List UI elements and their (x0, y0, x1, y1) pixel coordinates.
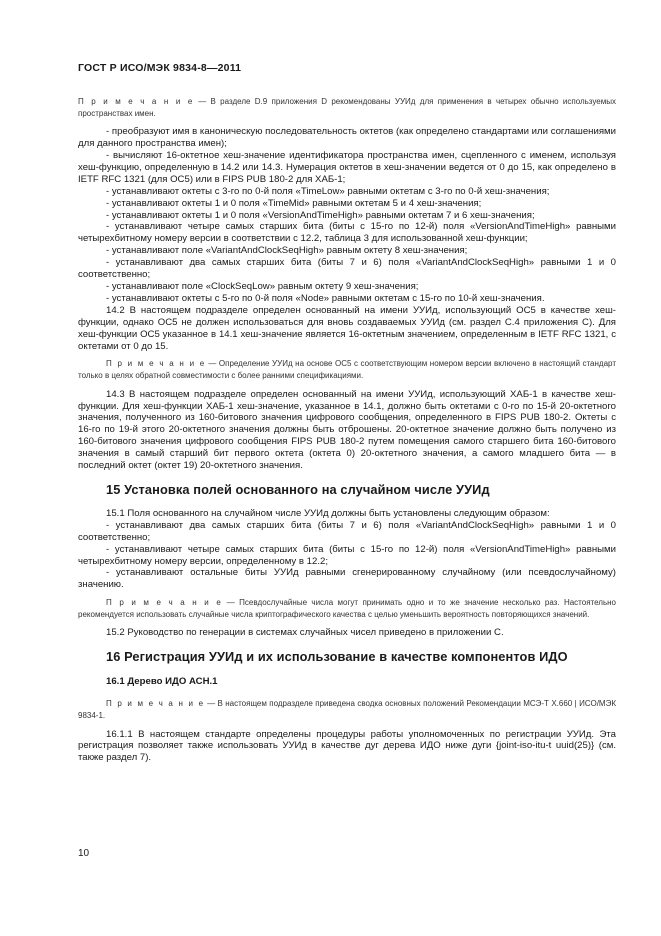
subsection-16-1-heading: 16.1 Дерево ИДО АСН.1 (106, 676, 218, 688)
text-block-2 (78, 389, 616, 472)
paragraph: - устанавливают октеты с 3-го по 0-й поля «TimeLow» равными октетам с 3-го по 0-й хеш-значения; (106, 185, 550, 197)
paragraph: - вычисляют 16-октетное хеш-значение идентификатора пространства имен, сцепленного с именем, используя хеш-функцию, определенную в 14.2 или 14.3. Нумерация октетов в хеш-значении ведется от 0 до 15, как определено в IETF RFC 1321 (для ОС5) или в FIPS PUB 180-2 для ХАБ-1; (78, 150, 616, 185)
paragraph: - устанавливают остальные биты УУИд равными сгенерированному случайному (или псевдослучайному) значению. (78, 567, 616, 591)
page-number: 10 (78, 848, 90, 859)
note-label: П р и м е ч а н и е (78, 97, 194, 106)
text-block-5 (78, 729, 616, 765)
note-label: П р и м е ч а н и е (106, 699, 205, 709)
paragraph: 14.2 В настоящем подразделе определен основанный на имени УУИд, использующий ОС5 в качестве хеш-функции, однако ОС5 не должен использоваться для вновь создаваемых УУИд (см. раздел С.4 приложения С). Для хеш-функции ОС5 указанное в 14.1 хеш-значение является 16-октетным значением, определенным в IETF RFC 1321, с октетами от 0 до 15. (78, 304, 616, 352)
note-label: П р и м е ч а н и е (106, 359, 206, 369)
note-text: — Определение УУИд на основе ОС5 с соответствующим номером версии включено в настоящий стандарт только в целях обратной совместимости с более ранними спецификациями. (78, 359, 616, 380)
paragraph: - устанавливают поле «ClockSeqLow» равным октету 9 хеш-значения; (106, 280, 419, 292)
text-block-4 (78, 627, 616, 639)
paragraph: 15.2 Руководство по генерации в системах случайных чисел приведено в приложении С. (106, 627, 504, 639)
note-1 (78, 96, 616, 119)
note-text: — Псевдослучайные числа могут принимать одно и то же значение несколько раз. Настоятельно рекомендуется использовать случайные числа криптографического качества с целью уменьшить вероятность повторяющихся значений. (78, 598, 616, 619)
section-16-heading: 16 Регистрация УУИд и их использование в качестве компонентов ИДО (106, 649, 568, 665)
paragraph: - устанавливают четыре самых старших бита (биты с 15-го по 12-й) поля «VersionAndTimeHigh» равными четырехбитному номеру версии, определенному в 12.2; (78, 543, 616, 567)
document-header: ГОСТ Р ИСО/МЭК 9834-8—2011 (78, 62, 242, 74)
paragraph: - устанавливают октеты 1 и 0 поля «TimeMid» равными октетам 5 и 4 хеш-значения; (106, 197, 482, 209)
note-text: — В разделе D.9 приложения D рекомендованы УУИд для применения в четырех обычно используемых пространствах имен. (78, 97, 616, 118)
paragraph: - преобразуют имя в каноническую последовательность октетов (как определено стандартами или соглашениями для данного пространства имен); (78, 126, 616, 150)
text-block-3 (78, 508, 616, 591)
paragraph: - устанавливают два самых старших бита (биты 7 и 6) поля «VariantAndClockSeqHigh» равными 1 и 0 соответственно; (78, 519, 616, 543)
note-4 (78, 698, 616, 721)
paragraph: 14.3 В настоящем подразделе определен основанный на имени УУИд, использующий ХАБ-1 в качестве хеш-функции. Для хеш-функции ХАБ-1 хеш-значение, указанное в 14.1, должно быть октетами с 0-го по 15-й 20-октетного значения, полученного из 160-битового значения цифрового сообщения, определенного в FIPS PUB 180-2. Октеты с 16-го по 19-й этого 20-октетного значения должны быть отброшены. 20-октетное значение должно быть получено из 160-битового значения цифрового сообщения FIPS PUB 180-2 путем помещения самого старшего бита 160-битового значения в самый старший бит первого октета (октета 0) 20-октетного значения, а самого младшего бита — в последний октет (октет 19) 20-октетного значения. (78, 388, 616, 472)
note-2 (78, 358, 616, 381)
note-3 (78, 597, 616, 620)
paragraph: - устанавливают октеты 1 и 0 поля «VersionAndTimeHigh» равными октетам 7 и 6 хеш-значения; (106, 209, 535, 221)
note-label: П р и м е ч а н и е (106, 598, 223, 608)
paragraph: - устанавливают два самых старших бита (биты 7 и 6) поля «VariantAndClockSeqHigh» равными 1 и 0 соответственно; (78, 257, 616, 281)
paragraph: 16.1.1 В настоящем стандарте определены процедуры работы уполномоченных по регистрации УУИд. Эта регистрация позволяет также использовать УУИд в качестве дуг дерева ИДО ниже дуги {joint-iso-itu-t uuid(25)} (см. также раздел 7). (78, 728, 616, 764)
document-page (78, 62, 616, 770)
paragraph: 15.1 Поля основанного на случайном числе УУИд должны быть установлены следующим образом: (106, 507, 550, 519)
paragraph: - устанавливают октеты с 5-го по 0-й поля «Node» равными октетам с 15-го по 10-й хеш-значения. (106, 292, 545, 304)
note-text: — В настоящем подразделе приведена сводка основных положений Рекомендации МСЭ-Т Х.660 | ИСО/МЭК 9834-1. (78, 699, 616, 720)
paragraph: - устанавливают поле «VariantAndClockSeqHigh» равным октету 8 хеш-значения; (106, 245, 468, 257)
paragraph: - устанавливают четыре самых старших бита (биты с 15-го по 12-й) поля «VersionAndTimeHigh» равными четырехбитному номеру версии в соответствии с 12.2, таблица 3 для использованной хеш-функции; (78, 221, 616, 245)
section-15-heading: 15 Установка полей основанного на случайном числе УУИд (106, 481, 490, 497)
text-block-1 (78, 126, 616, 352)
